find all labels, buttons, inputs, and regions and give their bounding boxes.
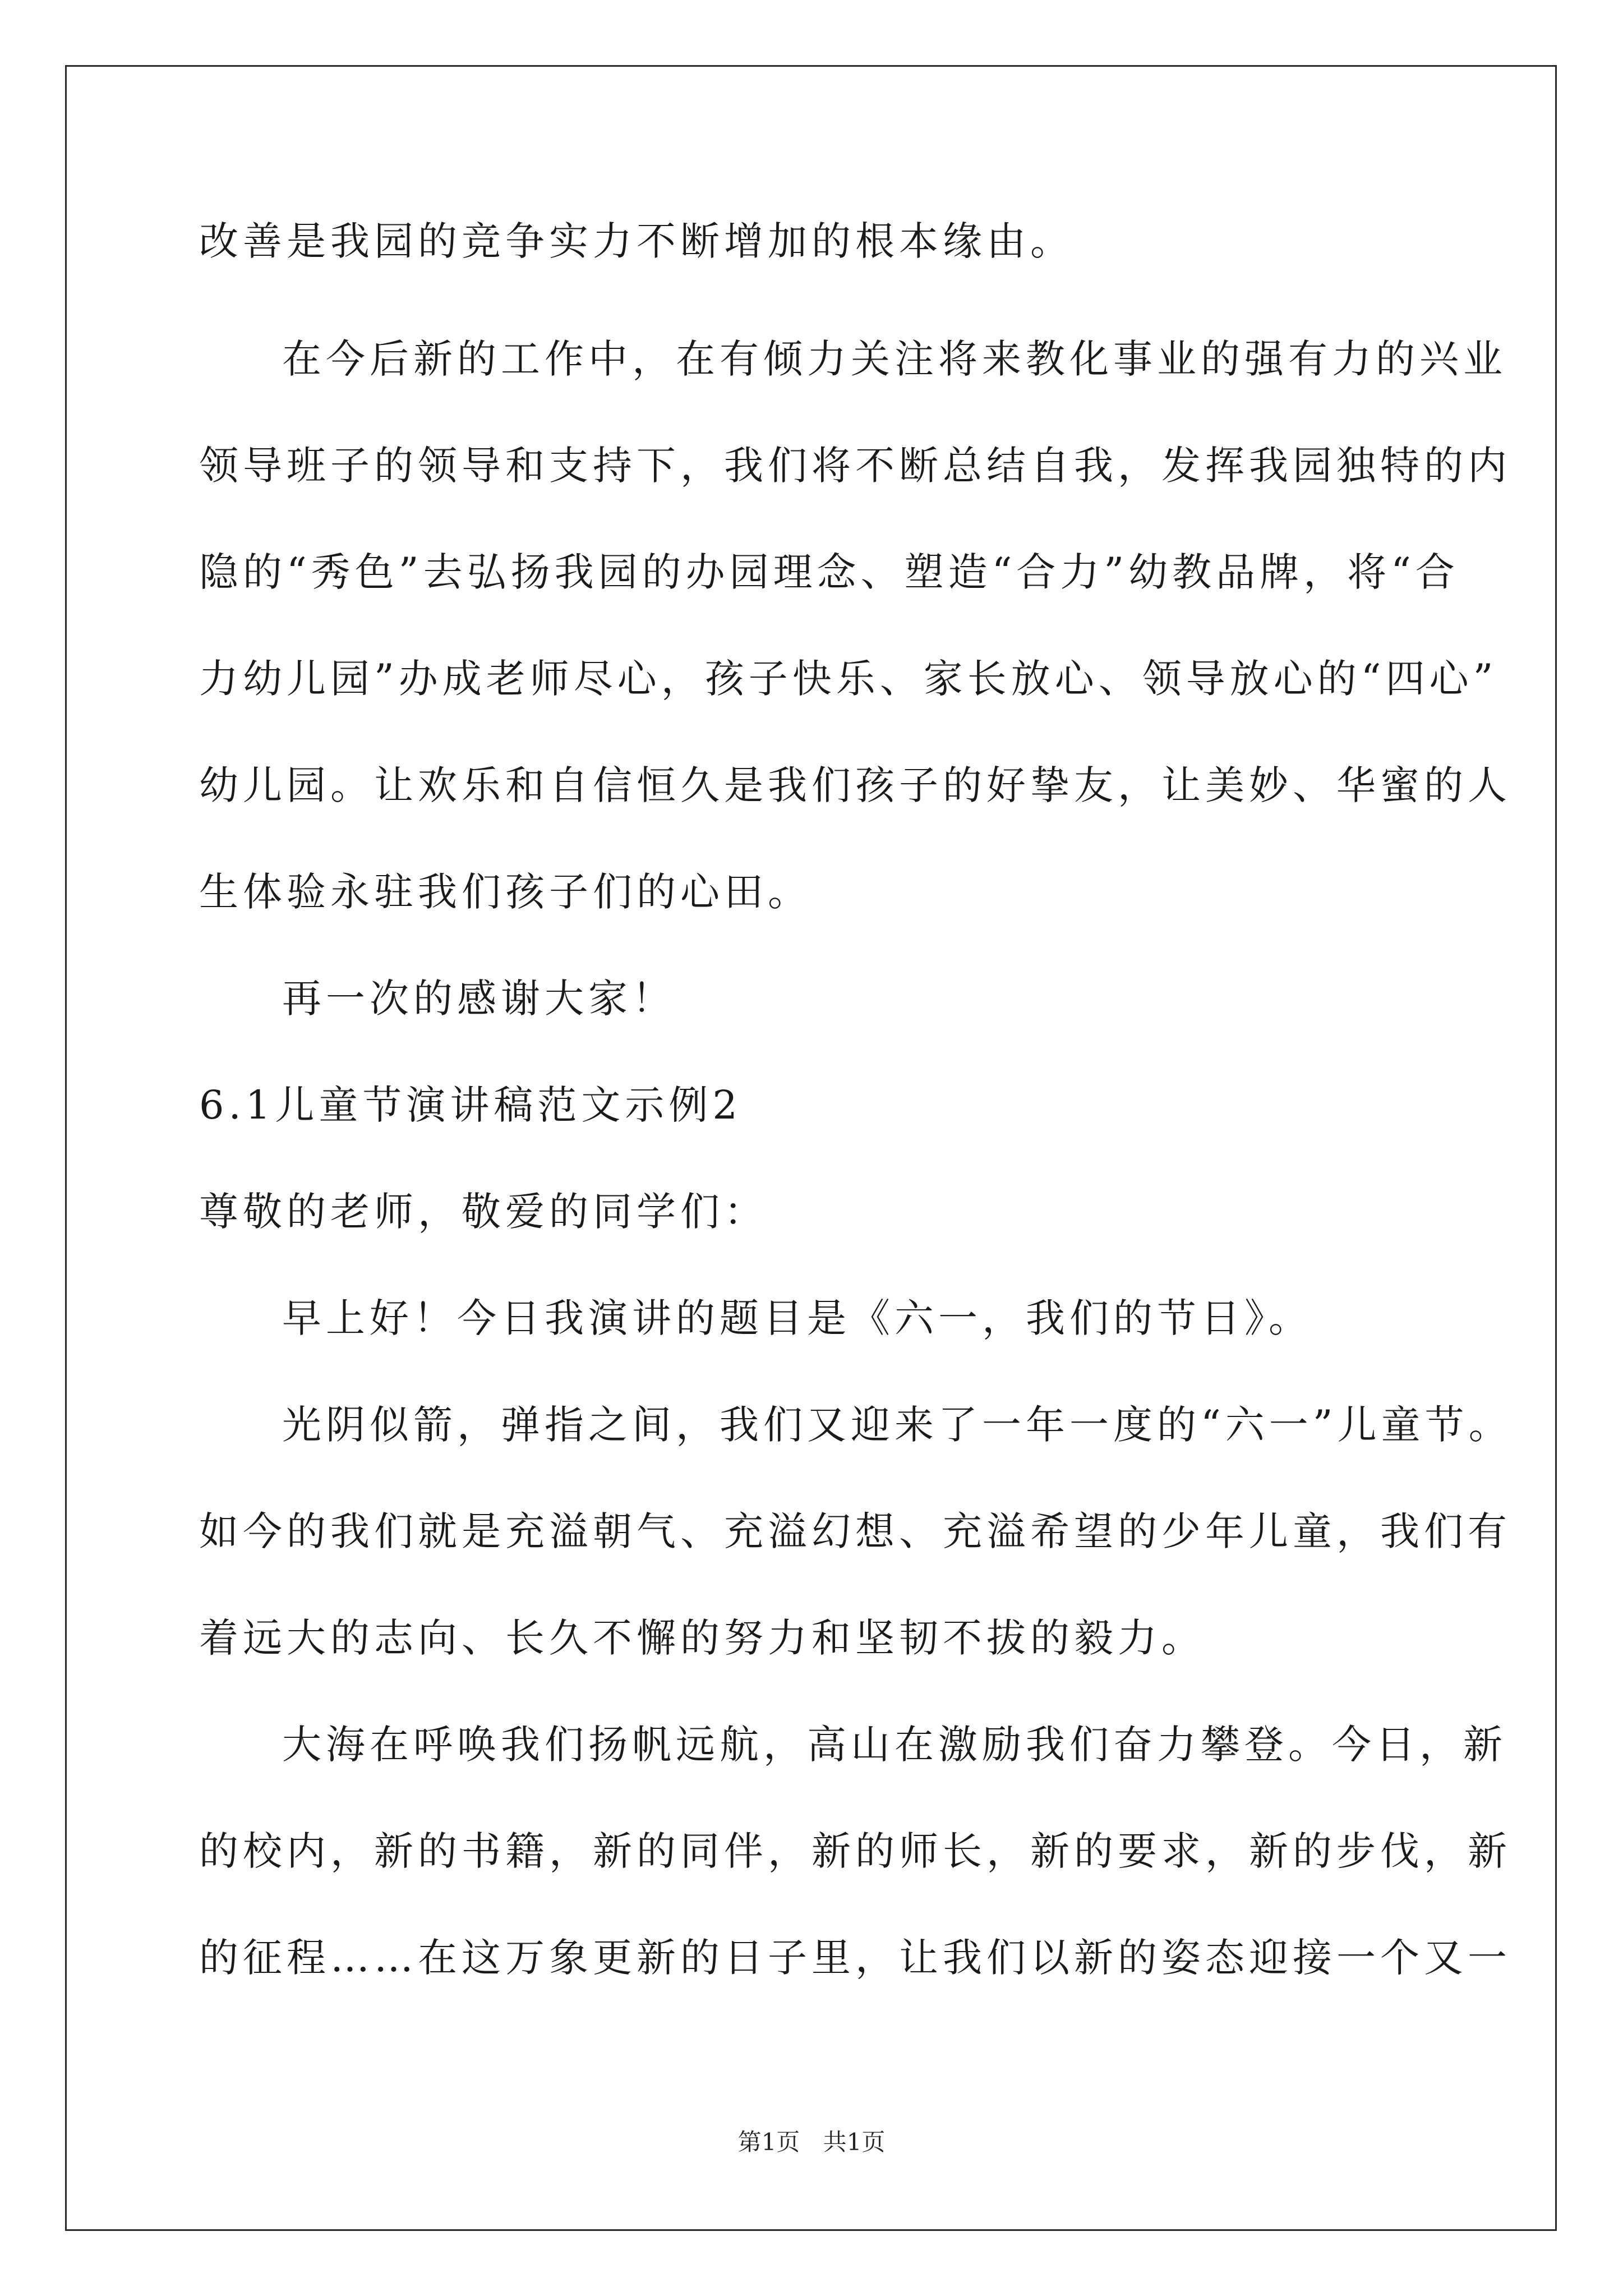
salutation: 尊敬的老师，敬爱的同学们： [199,1189,768,1235]
text-line: 着远大的志向、长久不懈的努力和坚韧不拔的毅力。 [199,1615,1205,1661]
section-heading: 6.1儿童节演讲稿范文示例2 [199,1082,742,1128]
text-line: 的校内，新的书籍，新的同伴，新的师长，新的要求，新的步伐，新 [199,1828,1511,1874]
text-line: 在今后新的工作中，在有倾力关注将来教化事业的强有力的兴业 [282,336,1507,382]
page-border [65,65,1557,2231]
page-total: 共1页 [823,2128,886,2156]
text-line: 再一次的感谢大家！ [282,976,676,1022]
text-line: 改善是我园的竞争实力不断增加的根本缘由。 [199,218,1074,264]
page-number: 第1页 [737,2128,800,2156]
text-line: 早上好！今日我演讲的题目是《六一，我们的节日》。 [282,1295,1312,1341]
text-line: 力幼儿园”办成老师尽心，孩子快乐、家长放心、领导放心的“四心” [199,656,1498,702]
text-line: 领导班子的领导和支持下，我们将不断总结自我，发挥我园独特的内 [199,443,1511,489]
text-line: 生体验永驻我们孩子们的心田。 [199,869,811,915]
page-footer [0,2127,1623,2157]
text-line: 如今的我们就是充溢朝气、充溢幻想、充溢希望的少年儿童，我们有 [199,1508,1511,1554]
text-line: 的征程……在这万象更新的日子里，让我们以新的姿态迎接一个又一 [199,1935,1511,1981]
text-line: 幼儿园。让欢乐和自信恒久是我们孩子的好挚友，让美妙、华蜜的人 [199,762,1511,808]
text-line: 大海在呼唤我们扬帆远航，高山在激励我们奋力攀登。今日，新 [282,1722,1507,1768]
text-line: 隐的“秀色”去弘扬我园的办园理念、塑造“合力”幼教品牌，将“合 [199,549,1459,595]
text-line: 光阴似箭，弹指之间，我们又迎来了一年一度的“六一”儿童节。 [282,1402,1513,1448]
